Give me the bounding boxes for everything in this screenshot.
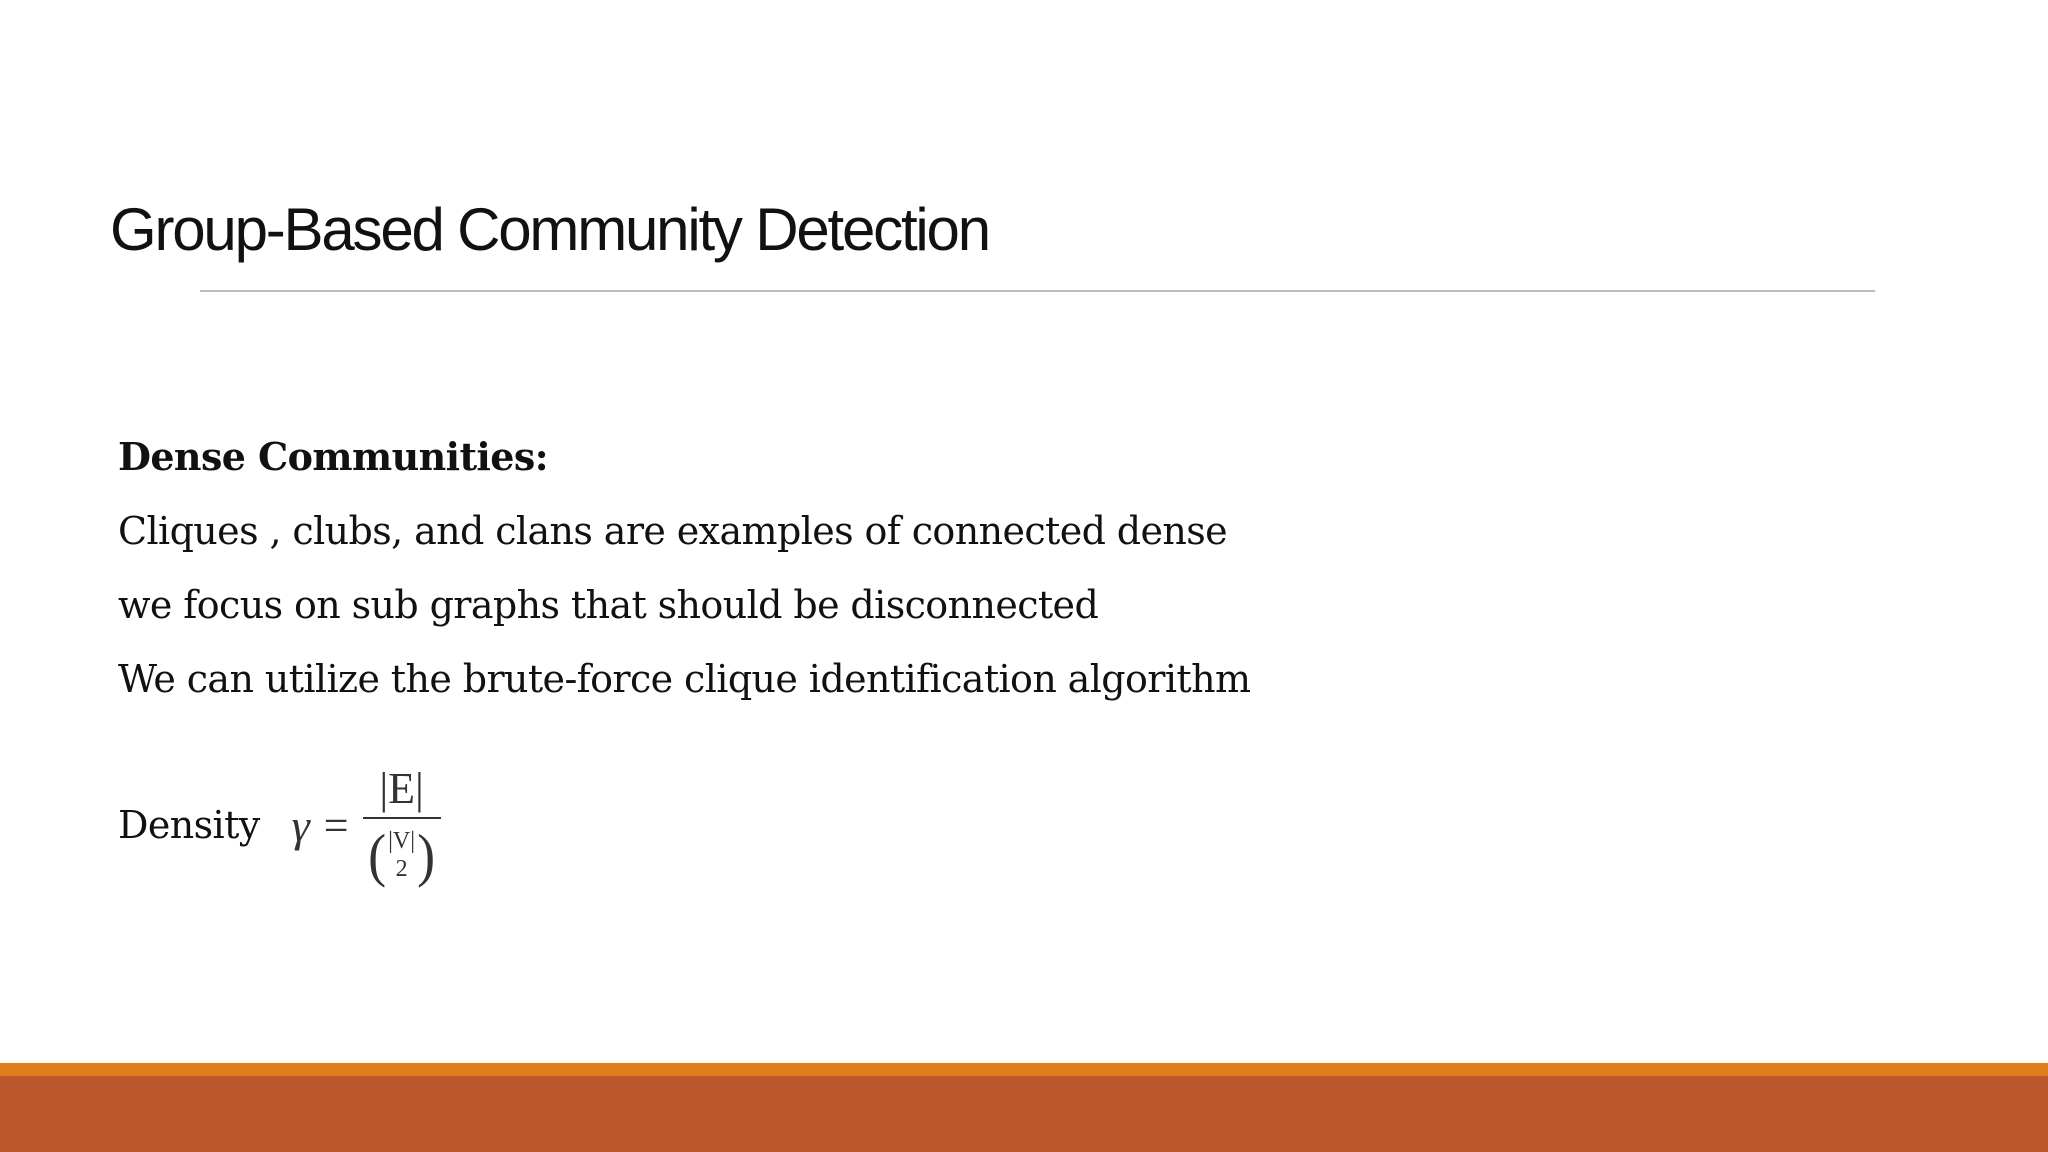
footer-accent-bar: [0, 1063, 2048, 1076]
formula-denominator: [368, 823, 435, 887]
slide-body: [118, 420, 1250, 716]
section-heading: Dense Communities:: [118, 434, 549, 479]
title-divider: [200, 290, 1875, 292]
binomial-top: |V|: [388, 828, 416, 854]
left-paren: (: [368, 822, 387, 888]
formula-gamma: γ: [291, 799, 310, 851]
formula-equals: =: [323, 800, 349, 850]
density-formula: [292, 763, 441, 887]
right-paren: ): [417, 822, 436, 888]
binomial: [388, 827, 415, 883]
body-line-2: we focus on sub graphs that should be disconnected: [118, 583, 1099, 627]
fraction-bar: [363, 817, 441, 819]
density-row: [118, 750, 441, 900]
binomial-bottom: 2: [395, 856, 408, 882]
formula-numerator: |E|: [379, 764, 424, 813]
body-line-1: Cliques , clubs, and clans are examples of connected dense: [118, 509, 1228, 553]
density-label: Density: [118, 803, 260, 847]
slide-title: Group-Based Community Detection: [110, 196, 989, 263]
body-line-3: We can utilize the brute-force clique identification algorithm: [118, 657, 1251, 701]
footer-bar: [0, 1076, 2048, 1152]
formula-fraction: [363, 763, 441, 887]
